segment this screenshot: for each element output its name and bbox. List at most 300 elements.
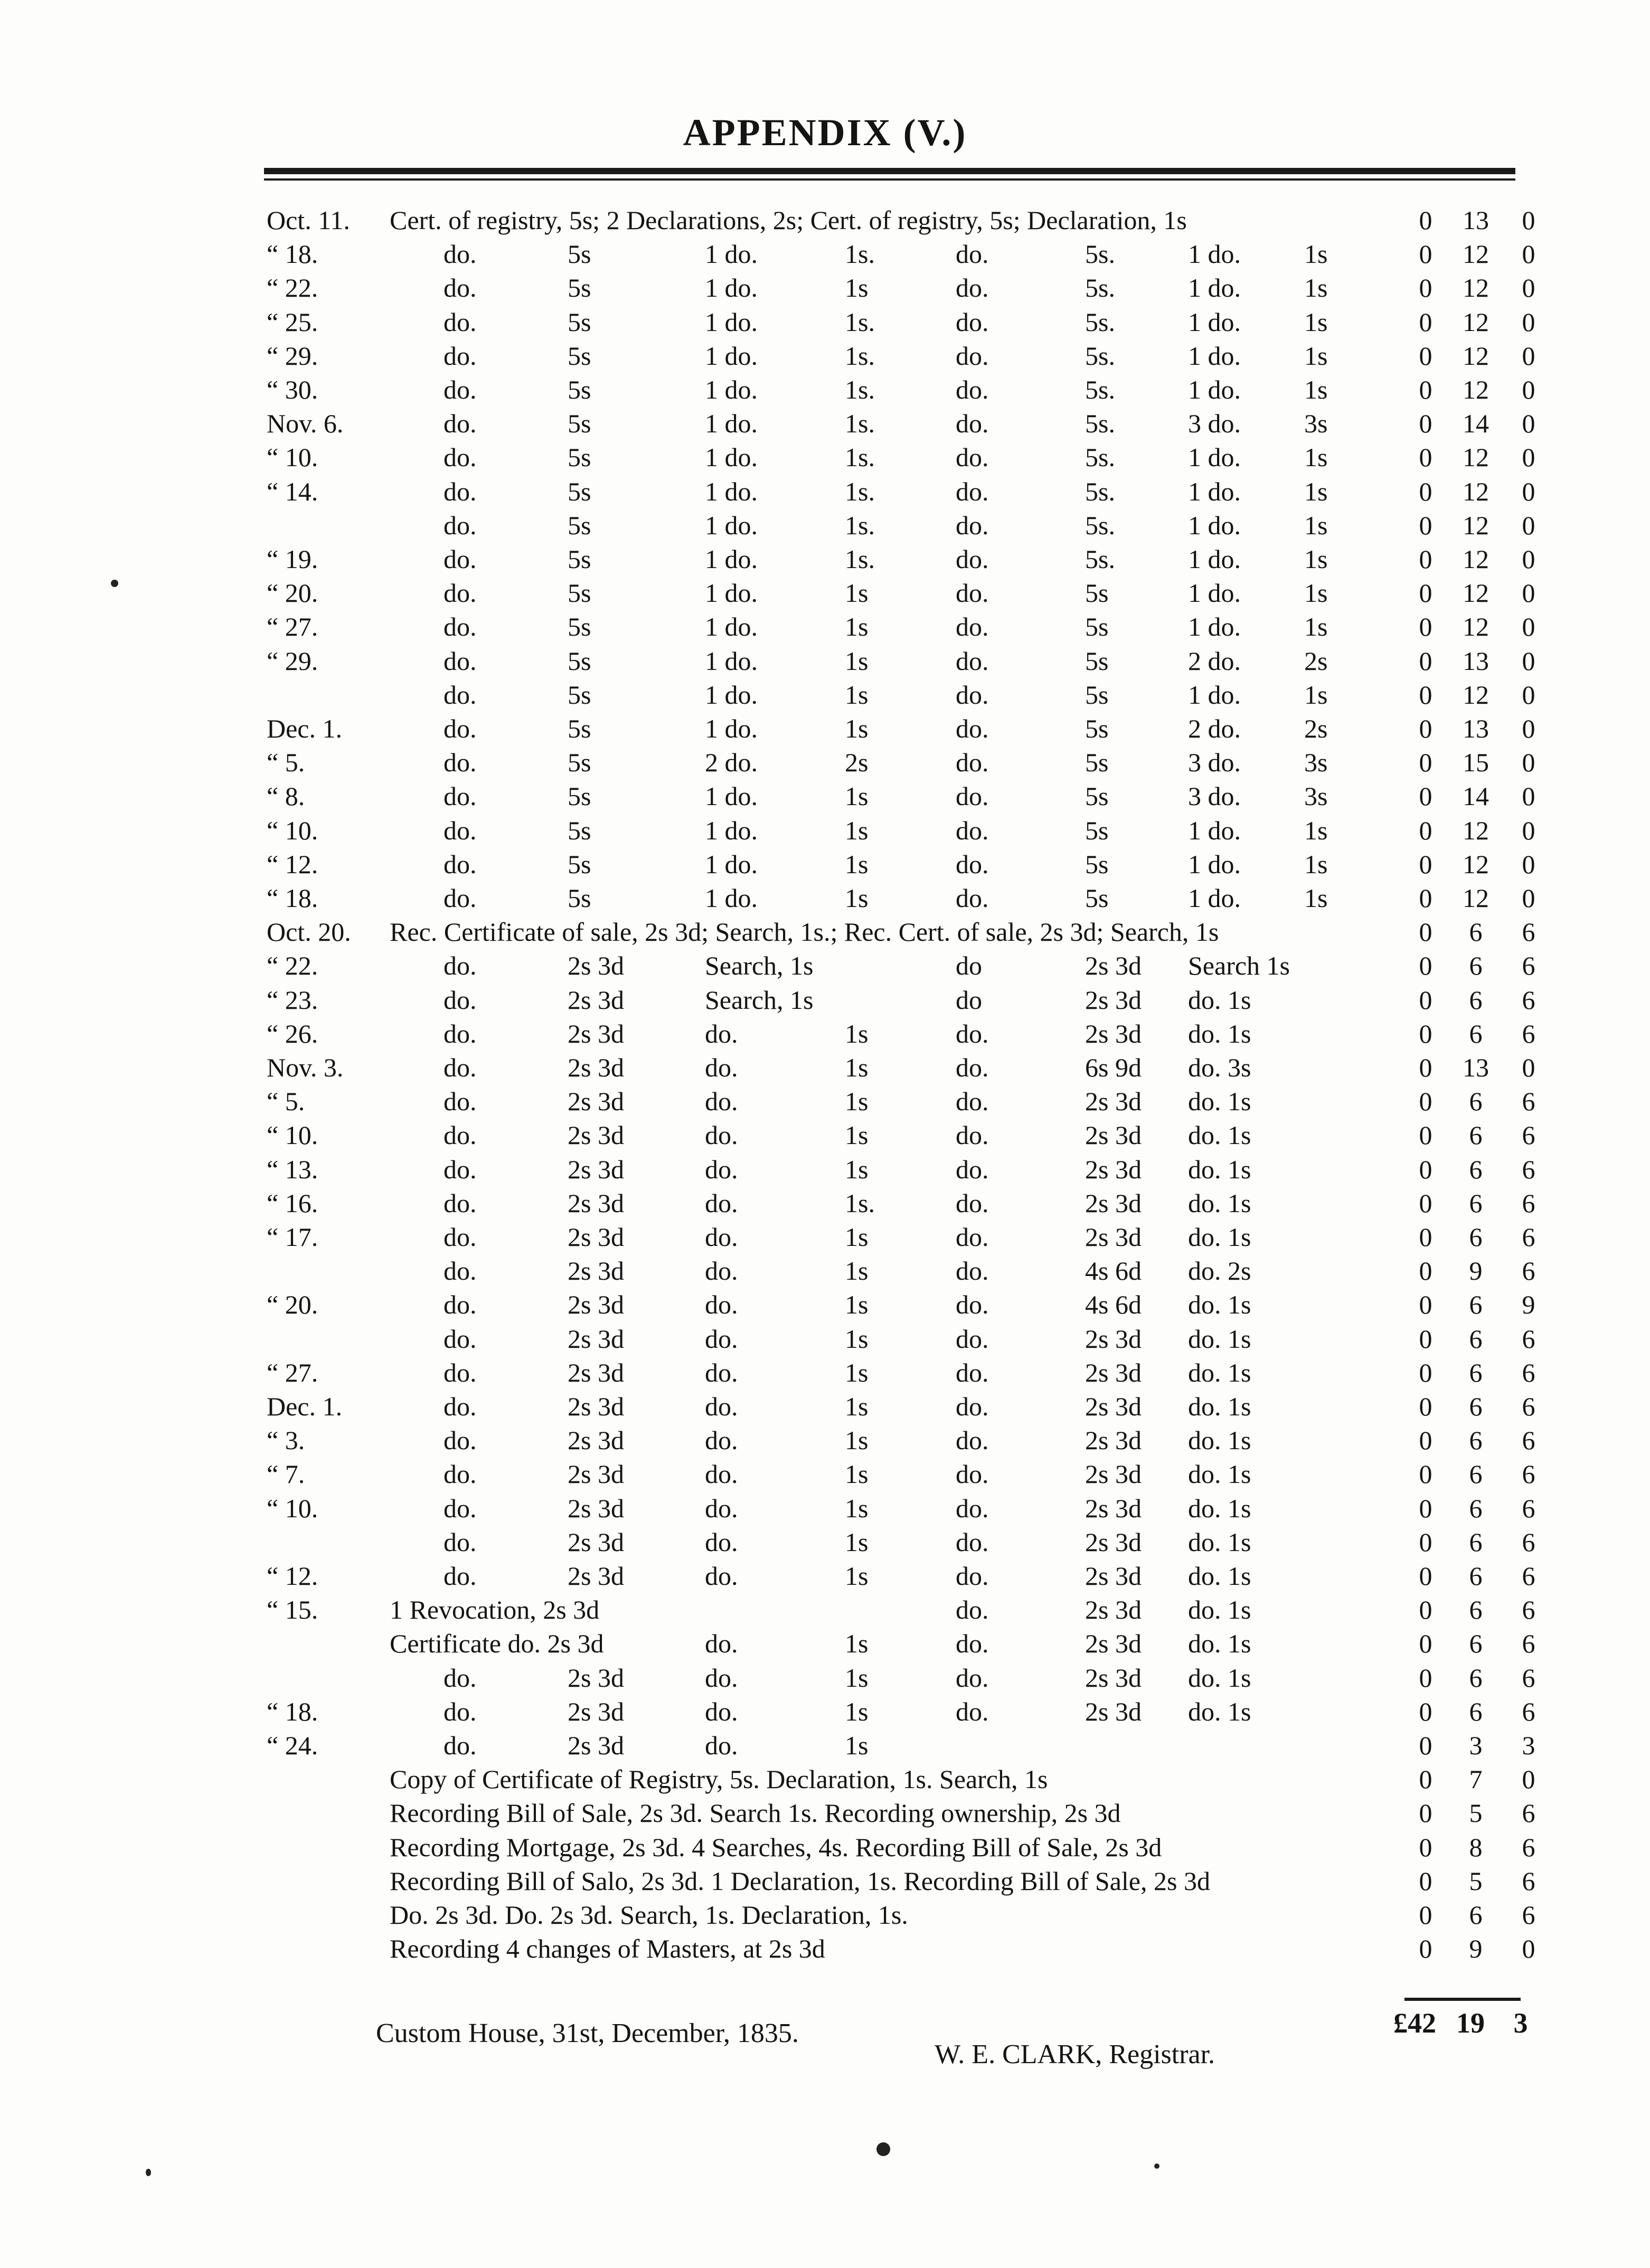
table-row — [0, 1830, 1650, 1864]
amount-pounds: 0 — [1419, 578, 1432, 608]
table-row — [0, 949, 1650, 982]
entry-item: 5s. — [1085, 476, 1115, 506]
entry-item: 2s 3d — [568, 951, 624, 981]
entry-date: “ 22. — [267, 951, 318, 981]
entry-item: 1s — [1304, 849, 1328, 879]
entry-item: 1s — [1304, 612, 1328, 642]
entry-item: 2s 3d — [568, 1561, 624, 1591]
amount-shillings: 12 — [1463, 815, 1489, 845]
entry-item: do. — [705, 1425, 738, 1456]
entry-item: 1s — [845, 1222, 869, 1252]
entry-item: 2s 3d — [568, 1120, 624, 1150]
entry-item: 1s — [845, 679, 869, 710]
entry-item: 1s — [845, 1459, 869, 1489]
amount-shillings: 6 — [1469, 1188, 1483, 1218]
entry-item: 2s 3d — [1085, 1154, 1142, 1184]
entry-date: “ 26. — [267, 1018, 318, 1048]
entry-item: do. 1s — [1188, 1018, 1251, 1048]
entry-date: “ 24. — [267, 1731, 318, 1760]
amount-pounds: 0 — [1419, 1764, 1432, 1794]
amount-pounds: 0 — [1419, 1866, 1432, 1896]
entry-item: do — [956, 985, 982, 1015]
amount-pence: 0 — [1522, 815, 1535, 845]
table-row — [0, 1390, 1650, 1423]
entry-item: 2s 3d — [1085, 1459, 1142, 1489]
entry-item: 1 do. — [705, 849, 758, 879]
amount-pence: 6 — [1522, 985, 1535, 1015]
amount-pence: 0 — [1522, 510, 1535, 540]
amount-shillings: 12 — [1463, 307, 1489, 337]
amount-pence: 0 — [1522, 849, 1535, 879]
entry-item: do. — [705, 1018, 738, 1048]
entry-item: do. — [705, 1324, 738, 1354]
table-row — [0, 847, 1650, 881]
amount-shillings: 6 — [1469, 1018, 1483, 1048]
amount-pounds: 0 — [1419, 409, 1432, 439]
entry-item: do. 1s — [1188, 1595, 1251, 1625]
entry-item: 1s. — [845, 510, 875, 540]
entry-date: “ 27. — [267, 1357, 318, 1387]
entry-item: 5s. — [1085, 239, 1115, 269]
entry-item: 5s. — [1085, 442, 1115, 472]
entry-item: do. — [444, 1662, 477, 1693]
amount-pence: 6 — [1522, 951, 1535, 981]
entry-item: 5s — [568, 883, 591, 913]
entry-date: “ 29. — [267, 646, 318, 676]
amount-pence: 0 — [1522, 442, 1535, 472]
scan-speck — [1154, 2163, 1159, 2169]
entry-item: 1 do. — [1188, 612, 1241, 642]
total-pence: 3 — [1513, 2007, 1528, 2039]
entry-item: 1 do. — [705, 781, 758, 811]
entry-item: 2s 3d — [568, 1731, 624, 1760]
entry-date: “ 20. — [267, 578, 318, 608]
entry-item: 5s — [568, 273, 591, 303]
total-pounds: £42 — [1393, 2007, 1436, 2039]
entry-date: “ 3. — [267, 1425, 305, 1456]
entry-item: 1s — [845, 883, 869, 913]
entry-item: 1 do. — [705, 239, 758, 269]
entry-item: do. 1s — [1188, 1561, 1251, 1591]
entry-item: do. — [956, 1086, 989, 1117]
entry-item: do. — [444, 679, 477, 710]
entry-item: 2s 3d — [1085, 1120, 1142, 1150]
entry-item: do. — [956, 239, 989, 269]
entry-item: do. — [956, 1459, 989, 1489]
entry-item: 1 do. — [705, 679, 758, 710]
entry-item: 1s — [845, 1527, 869, 1557]
entry-item: do. — [956, 1493, 989, 1523]
entry-item: do. — [705, 1357, 738, 1387]
entry-item: 3 do. — [1188, 748, 1241, 778]
amount-pounds: 0 — [1419, 748, 1432, 778]
entry-item: 2s 3d — [1085, 1324, 1142, 1354]
amount-pounds: 0 — [1419, 917, 1432, 947]
scan-speck — [111, 580, 118, 587]
entry-item: do. — [956, 815, 989, 845]
entry-item: 2s 3d — [1085, 1527, 1142, 1557]
entry-item: 1s — [845, 714, 869, 743]
entry-item: 1s — [1304, 883, 1328, 913]
amount-shillings: 6 — [1469, 1493, 1483, 1523]
amount-shillings: 13 — [1463, 714, 1489, 743]
entry-item: do. — [705, 1662, 738, 1693]
table-row — [0, 1864, 1650, 1898]
amount-pounds: 0 — [1419, 1086, 1432, 1117]
page-title: APPENDIX (V.) — [683, 111, 967, 154]
entry-item: do. — [444, 239, 477, 269]
entry-item: 1s — [845, 1392, 869, 1421]
entry-item: 5s — [568, 646, 591, 676]
entry-date: “ 17. — [267, 1222, 318, 1252]
table-row — [0, 1898, 1650, 1932]
amount-pounds: 0 — [1419, 1696, 1432, 1726]
entry-date: “ 10. — [267, 1493, 318, 1523]
table-row — [0, 1084, 1650, 1118]
amount-pence: 0 — [1522, 714, 1535, 743]
footer-signature: W. E. CLARK, Registrar. — [935, 2039, 1215, 2069]
entry-item: 2s 3d — [568, 1662, 624, 1693]
entry-item: 1s — [845, 578, 869, 608]
entry-item: do — [956, 951, 982, 981]
entry-item: 1s — [845, 1290, 869, 1320]
entry-date: “ 19. — [267, 544, 318, 574]
entry-item: do. 1s — [1188, 1392, 1251, 1421]
entry-item: do. — [956, 1696, 989, 1726]
entry-item: do. — [956, 1018, 989, 1048]
entry-date: “ 12. — [267, 849, 318, 879]
entry-item: 5s — [568, 375, 591, 404]
entry-item: 5s — [568, 781, 591, 811]
entry-item: do. — [444, 748, 477, 778]
entry-description: Do. 2s 3d. Do. 2s 3d. Search, 1s. Declaration, 1s. — [390, 1900, 908, 1930]
entry-item: 2s 3d — [568, 1696, 624, 1726]
entry-item: 1s — [845, 849, 869, 879]
amount-pounds: 0 — [1419, 1120, 1432, 1150]
entry-item: 1s. — [845, 442, 875, 472]
amount-pence: 0 — [1522, 341, 1535, 371]
entry-item: 5s — [568, 239, 591, 269]
entry-item: 2s 3d — [568, 1086, 624, 1117]
entry-item: 1s — [1304, 815, 1328, 845]
entry-item: 1s — [845, 1629, 869, 1659]
entry-item: do. — [705, 1629, 738, 1659]
total-shillings: 19 — [1456, 2007, 1485, 2039]
amount-shillings: 12 — [1463, 476, 1489, 506]
table-row — [0, 745, 1650, 779]
entry-item: 1 do. — [1188, 510, 1241, 540]
entry-item: 3 do. — [1188, 409, 1241, 439]
entry-item: do. — [444, 646, 477, 676]
entry-item: do. — [956, 1188, 989, 1218]
entry-description: 1 Revocation, 2s 3d — [390, 1595, 600, 1625]
entry-item: 1s — [845, 1493, 869, 1523]
table-row — [0, 1762, 1650, 1796]
table-row — [0, 1152, 1650, 1186]
table-row — [0, 305, 1650, 339]
entry-date: Oct. 11. — [267, 205, 350, 235]
entry-item: 2s 3d — [568, 1256, 624, 1286]
entry-item: 5s — [1085, 612, 1109, 642]
table-row — [0, 881, 1650, 915]
entry-date: “ 5. — [267, 1086, 305, 1117]
table-row — [0, 440, 1650, 474]
table-row — [0, 983, 1650, 1017]
entry-item: 1s — [1304, 510, 1328, 540]
entry-item: 2s 3d — [568, 1527, 624, 1557]
entry-item: do. — [956, 341, 989, 371]
amount-pence: 6 — [1522, 1696, 1535, 1726]
amount-pounds: 0 — [1419, 205, 1432, 235]
entry-item: 2s 3d — [1085, 1222, 1142, 1252]
entry-item: 2s 3d — [568, 1357, 624, 1387]
entry-item: do. — [444, 951, 477, 981]
table-row — [0, 508, 1650, 542]
amount-shillings: 12 — [1463, 849, 1489, 879]
amount-pounds: 0 — [1419, 1662, 1432, 1693]
entry-item: do. — [444, 781, 477, 811]
table-row — [0, 814, 1650, 847]
entry-item: 1s — [845, 815, 869, 845]
amount-shillings: 6 — [1469, 1392, 1483, 1421]
entry-item: 1s. — [845, 544, 875, 574]
entry-item: 1 do. — [705, 883, 758, 913]
amount-pounds: 0 — [1419, 1731, 1432, 1760]
entry-item: do. — [444, 1188, 477, 1218]
amount-pence: 6 — [1522, 1629, 1535, 1659]
amount-shillings: 13 — [1463, 1053, 1489, 1082]
entry-item: 2s 3d — [1085, 1425, 1142, 1456]
entry-item: do. — [956, 781, 989, 811]
entry-date: “ 14. — [267, 476, 318, 506]
table-row — [0, 1932, 1650, 1965]
amount-shillings: 12 — [1463, 341, 1489, 371]
entry-item: do. — [444, 714, 477, 743]
entry-description: Copy of Certificate of Registry, 5s. Declaration, 1s. Search, 1s — [390, 1764, 1048, 1794]
table-row — [0, 1559, 1650, 1593]
entry-item: 1 do. — [1188, 578, 1241, 608]
amount-shillings: 6 — [1469, 1120, 1483, 1150]
amount-shillings: 9 — [1469, 1934, 1483, 1964]
entry-item: do. 2s — [1188, 1256, 1251, 1286]
entry-item: 1s. — [845, 1188, 875, 1218]
entry-item: 2s 3d — [568, 1290, 624, 1320]
entry-item: Search 1s — [1188, 951, 1290, 981]
amount-shillings: 6 — [1469, 1222, 1483, 1252]
entry-item: do. — [444, 409, 477, 439]
amount-shillings: 14 — [1463, 409, 1489, 439]
amount-pence: 6 — [1522, 1392, 1535, 1421]
entry-item: 1s — [845, 273, 869, 303]
entry-item: 2s — [1304, 714, 1328, 743]
entry-item: do. — [956, 714, 989, 743]
entry-item: 1s. — [845, 476, 875, 506]
entry-item: 2s 3d — [568, 1493, 624, 1523]
amount-shillings: 7 — [1469, 1764, 1483, 1794]
table-row — [0, 271, 1650, 305]
table-row — [0, 1593, 1650, 1627]
table-row — [0, 1051, 1650, 1084]
entry-description: Recording Mortgage, 2s 3d. 4 Searches, 4s. Recording Bill of Sale, 2s 3d — [390, 1832, 1162, 1862]
amount-pounds: 0 — [1419, 1934, 1432, 1964]
amount-shillings: 12 — [1463, 375, 1489, 404]
entry-item: Search, 1s — [705, 985, 814, 1015]
entry-item: 2s 3d — [1085, 1561, 1142, 1591]
entry-item: do. — [444, 1392, 477, 1421]
entry-item: do. — [956, 1357, 989, 1387]
amount-shillings: 12 — [1463, 578, 1489, 608]
entry-item: 1 do. — [1188, 239, 1241, 269]
entry-item: 1 do. — [705, 544, 758, 574]
amount-pence: 6 — [1522, 1018, 1535, 1048]
entry-description: Recording 4 changes of Masters, at 2s 3d — [390, 1934, 825, 1964]
amount-pence: 6 — [1522, 1561, 1535, 1591]
entry-item: 1 do. — [705, 476, 758, 506]
entry-item: 2s 3d — [568, 1053, 624, 1082]
entry-item: 5s — [1085, 646, 1109, 676]
table-row — [0, 339, 1650, 373]
amount-pounds: 0 — [1419, 815, 1432, 845]
table-row — [0, 576, 1650, 610]
entry-item: 1s — [845, 1154, 869, 1184]
entry-item: 3s — [1304, 781, 1328, 811]
entry-item: do. — [956, 1120, 989, 1150]
entry-item: do. 1s — [1188, 985, 1251, 1015]
amount-pence: 0 — [1522, 679, 1535, 710]
amount-shillings: 6 — [1469, 1290, 1483, 1320]
entry-item: 2s — [1304, 646, 1328, 676]
amount-pounds: 0 — [1419, 476, 1432, 506]
amount-pence: 6 — [1522, 1527, 1535, 1557]
entry-item: do. 1s — [1188, 1696, 1251, 1726]
entry-item: do. — [956, 646, 989, 676]
entry-item: 1s — [845, 1731, 869, 1760]
entry-item: 2s 3d — [1085, 1392, 1142, 1421]
entry-item: do. — [444, 883, 477, 913]
entry-date: “ 23. — [267, 985, 318, 1015]
entry-item: do. — [444, 375, 477, 404]
amount-shillings: 6 — [1469, 1696, 1483, 1726]
table-row — [0, 1796, 1650, 1830]
entry-date: “ 20. — [267, 1290, 318, 1320]
entry-item: 5s — [568, 849, 591, 879]
amount-shillings: 12 — [1463, 544, 1489, 574]
table-row — [0, 1322, 1650, 1356]
amount-shillings: 6 — [1469, 1662, 1483, 1693]
entry-item: 5s. — [1085, 307, 1115, 337]
amount-pence: 6 — [1522, 1188, 1535, 1218]
entry-description: Cert. of registry, 5s; 2 Declarations, 2s; Cert. of registry, 5s; Declaration, 1s — [390, 205, 1187, 235]
entry-item: 2s 3d — [1085, 985, 1142, 1015]
entry-item: 1s — [845, 781, 869, 811]
table-row — [0, 1356, 1650, 1390]
entry-item: do. — [444, 612, 477, 642]
amount-pounds: 0 — [1419, 849, 1432, 879]
amount-pounds: 0 — [1419, 1527, 1432, 1557]
entry-item: do. — [705, 1731, 738, 1760]
amount-pounds: 0 — [1419, 1324, 1432, 1354]
entry-item: 1s — [1304, 442, 1328, 472]
amount-pounds: 0 — [1419, 1900, 1432, 1930]
entry-description: Rec. Certificate of sale, 2s 3d; Search, 1s.; Rec. Cert. of sale, 2s 3d; Search, 1s — [390, 917, 1219, 947]
entry-item: 1 do. — [705, 307, 758, 337]
amount-pence: 6 — [1522, 1324, 1535, 1354]
amount-shillings: 6 — [1469, 1561, 1483, 1591]
amount-pounds: 0 — [1419, 442, 1432, 472]
entry-item: 1s — [845, 1696, 869, 1726]
entry-item: 2 do. — [1188, 714, 1241, 743]
amount-pounds: 0 — [1419, 375, 1432, 404]
table-row — [0, 1254, 1650, 1288]
entry-item: 1s — [845, 612, 869, 642]
amount-pence: 6 — [1522, 1493, 1535, 1523]
entry-item: 1 do. — [705, 273, 758, 303]
amount-pounds: 0 — [1419, 985, 1432, 1015]
entry-item: do. 1s — [1188, 1357, 1251, 1387]
entry-item: do. 1s — [1188, 1425, 1251, 1456]
entry-item: do. — [956, 1662, 989, 1693]
entry-item: do. — [705, 1392, 738, 1421]
entry-item: 5s — [568, 679, 591, 710]
amount-pence: 6 — [1522, 1662, 1535, 1693]
entry-date: Nov. 3. — [267, 1053, 344, 1082]
entry-item: 1 do. — [705, 612, 758, 642]
entry-item: 1 do. — [1188, 544, 1241, 574]
entry-item: 3s — [1304, 748, 1328, 778]
amount-pounds: 0 — [1419, 612, 1432, 642]
entry-item: 1s — [845, 1425, 869, 1456]
table-row — [0, 1118, 1650, 1152]
entry-item: 1s — [1304, 578, 1328, 608]
entry-item: 2s 3d — [1085, 1018, 1142, 1048]
entry-item: 1s — [845, 1357, 869, 1387]
entry-item: 1 do. — [1188, 341, 1241, 371]
entry-item: 4s 6d — [1085, 1256, 1142, 1286]
entry-item: do. 1s — [1188, 1154, 1251, 1184]
entry-item: do. — [444, 1696, 477, 1726]
amount-pounds: 0 — [1419, 883, 1432, 913]
amount-shillings: 12 — [1463, 442, 1489, 472]
amount-shillings: 12 — [1463, 273, 1489, 303]
entry-item: 1s — [845, 1561, 869, 1591]
table-row — [0, 1423, 1650, 1457]
entry-item: 1s — [845, 1120, 869, 1150]
entry-item: do. 1s — [1188, 1459, 1251, 1489]
entry-date: “ 12. — [267, 1561, 318, 1591]
entry-item: do. 3s — [1188, 1053, 1251, 1082]
entry-date: “ 16. — [267, 1188, 318, 1218]
entry-item: 2s 3d — [1085, 1595, 1142, 1625]
entry-item: 2s 3d — [568, 1324, 624, 1354]
amount-pence: 6 — [1522, 1459, 1535, 1489]
amount-pence: 0 — [1522, 1934, 1535, 1964]
entry-date: “ 18. — [267, 1696, 318, 1726]
entry-item: do. — [956, 1392, 989, 1421]
amount-pounds: 0 — [1419, 1561, 1432, 1591]
amount-shillings: 6 — [1469, 951, 1483, 981]
entry-item: 5s — [1085, 578, 1109, 608]
entry-item: 2s 3d — [1085, 1188, 1142, 1218]
amount-pounds: 0 — [1419, 1188, 1432, 1218]
entry-item: do. — [956, 578, 989, 608]
amount-pence: 0 — [1522, 307, 1535, 337]
amount-pence: 0 — [1522, 544, 1535, 574]
amount-shillings: 9 — [1469, 1256, 1483, 1286]
entry-item: do. — [444, 1527, 477, 1557]
entry-item: 1 do. — [705, 442, 758, 472]
entry-item: 5s — [568, 307, 591, 337]
entry-item: 1 do. — [705, 714, 758, 743]
